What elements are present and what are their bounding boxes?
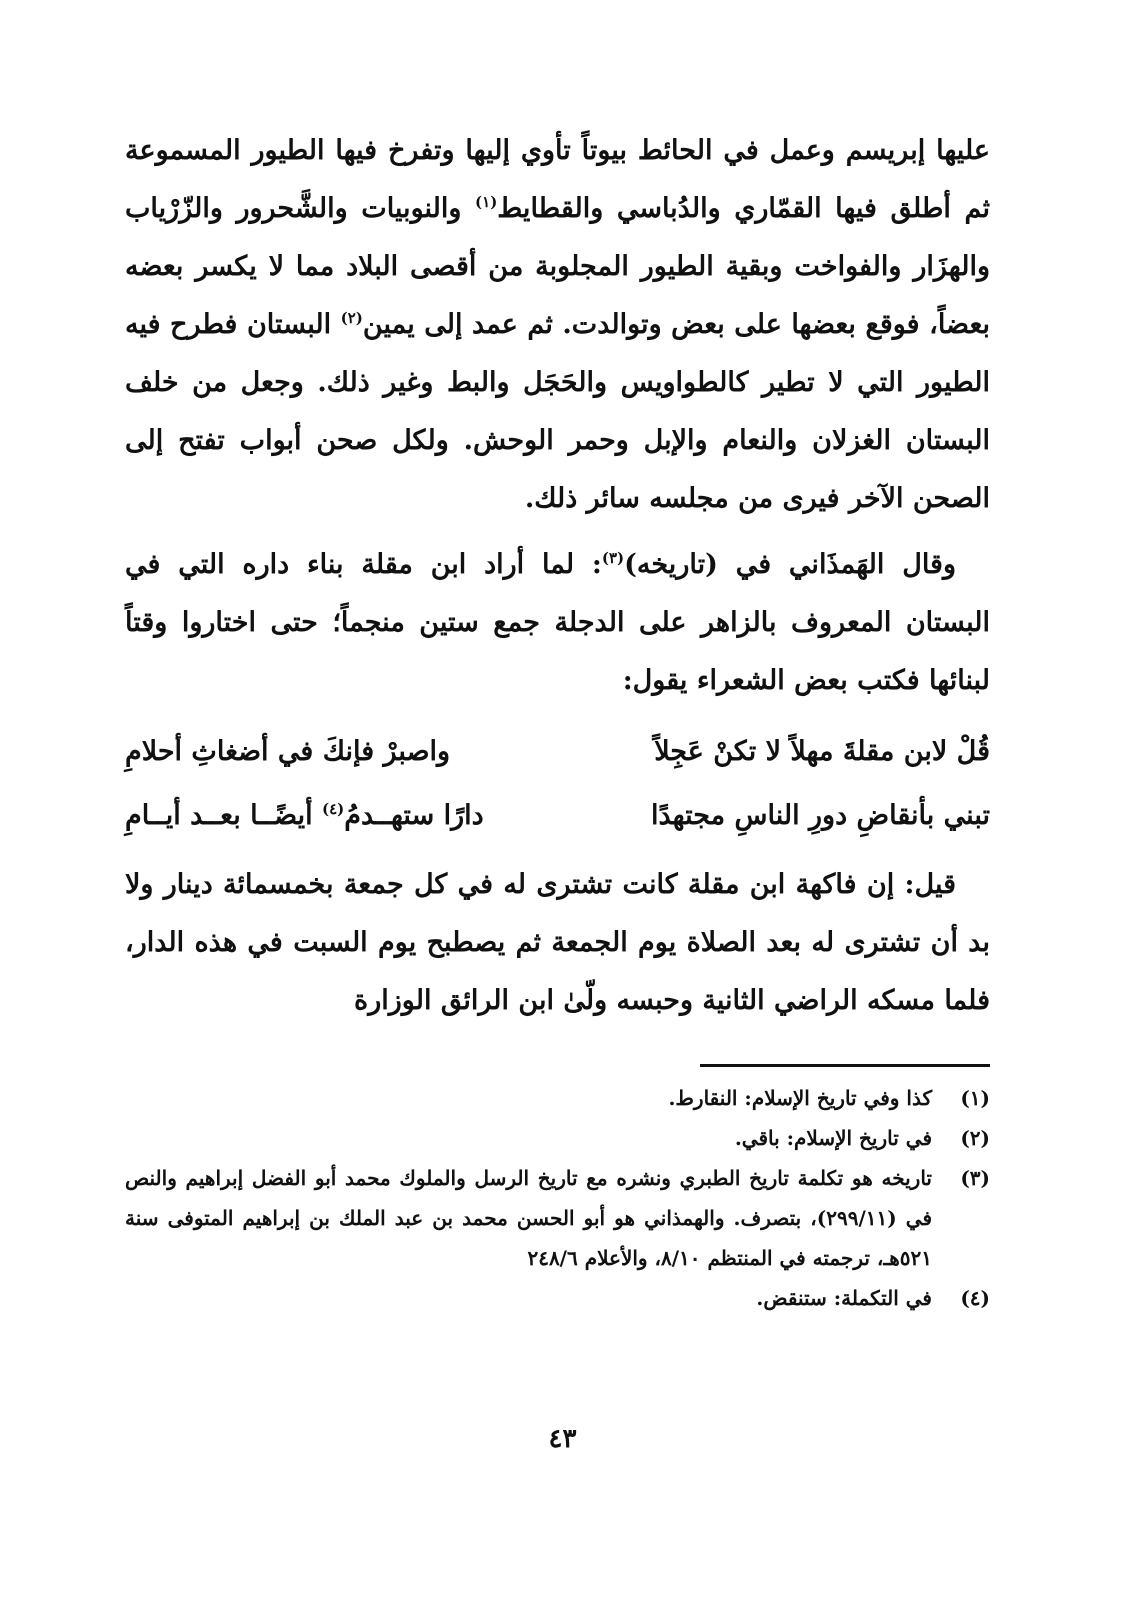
paragraph-1-part-1: عليها إبريسم وعمل في الحائط بيوتاً تأوي إليها وتفرخ فيها الطيور المسموعة ثم أطلق فيها القمّاري والدُباسي والقطايط	[125, 135, 990, 224]
footnote-1	[125, 1078, 990, 1118]
footnote-4	[125, 1278, 990, 1318]
page-number: ٤٣	[548, 1424, 577, 1454]
footnote-ref-3: (٣)	[601, 549, 625, 567]
verse-2-second-hemistich	[125, 784, 484, 848]
footnote-text: كذا وفي تاريخ الإسلام: النقارط.	[668, 1086, 932, 1110]
poem	[125, 720, 990, 848]
footnote-2	[125, 1118, 990, 1158]
footnote-text: تاريخه هو تكلمة تاريخ الطبري ونشره مع تاريخ الرسل والملوك محمد أبو الفضل إبراهيم والنص في (٢٩٩/١١)، بتصرف. والهمذاني هو أبو الحسن محمد بن عبد الملك بن إبراهيم المتوفى سنة ٥٢١هـ، ترجمته في المنتظم ٨/١٠، والأعلام ٢٤٨/٦	[125, 1166, 932, 1270]
verse-2-second-part-1: دارًا ستهــدمُ	[344, 800, 484, 831]
footnote-number: (٢)	[960, 1126, 990, 1150]
footnote-ref-2: (٢)	[340, 309, 363, 327]
footnote-number: (١)	[960, 1086, 990, 1110]
footnote-divider	[700, 1064, 990, 1067]
verse-2	[125, 784, 990, 848]
footnote-ref-1: (١)	[475, 193, 498, 211]
footnote-text: في التكملة: ستنقض.	[756, 1286, 932, 1310]
footnote-text: في تاريخ الإسلام: باقي.	[734, 1126, 932, 1150]
paragraph-2	[125, 536, 990, 710]
footnote-number: (٤)	[960, 1286, 990, 1310]
verse-1	[125, 720, 990, 784]
verse-1-second-hemistich: واصبرْ فإنكَ في أضغاثِ أحلامِ	[125, 736, 451, 767]
paragraph-1-part-2: والنوبيات والشَّحرور والزّرْياب والهزَار والفواخت وبقية الطيور المجلوبة من أقصى البلاد مما لا يكسر بعضه بعضاً، فوقع بعضها على بعض وتوالدت. ثم عمد إلى يمين	[125, 193, 991, 340]
paragraph-3: قيل: إن فاكهة ابن مقلة كانت تشترى له في كل جمعة بخمسمائة دينار ولا بد أن تشترى له بعد الصلاة يوم الجمعة ثم يصطبح يوم السبت في هذه الدار، فلما مسكه الراضي الثانية وحبسه ولّىٰ ابن الرائق الوزارة	[125, 869, 990, 1016]
paragraph-2-part-1: وقال الهَمذَاني في (تاريخه)	[624, 549, 957, 580]
paragraph-1	[125, 122, 990, 528]
verse-2-second-part-2: أيضًــا بعــد أيــامِ	[125, 800, 322, 831]
footnote-number: (٣)	[960, 1166, 990, 1190]
footnotes	[125, 1078, 990, 1318]
footnote-ref-4: (٤)	[322, 800, 345, 818]
paragraph-1-part-3: البستان فطرح فيه الطيور التي لا تطير كالطواويس والحَجَل والبط وغير ذلك. وجعل من خلف البستان الغزلان والنعام والإبل وحمر الوحش. ولكل صحن أبواب تفتح إلى الصحن الآخر فيرى من مجلسه سائر ذلك.	[125, 309, 990, 514]
paragraph-2-part-2: : لما أراد ابن مقلة بناء داره التي في البستان المعروف بالزاهر على الدجلة جمع ستين منجماً؛ حتى اختاروا وقتاً لبنائها فكتب بعض الشعراء يقول:	[125, 549, 990, 696]
verse-2-first-hemistich: تبني بأنقاضِ دورِ الناسِ مجتهدًا	[650, 800, 990, 831]
footnote-3	[125, 1158, 990, 1278]
verse-1-first-hemistich: قُلْ لابن مقلةَ مهلاً لا تكنْ عَجِلاً	[654, 736, 990, 767]
main-text	[125, 122, 990, 1030]
